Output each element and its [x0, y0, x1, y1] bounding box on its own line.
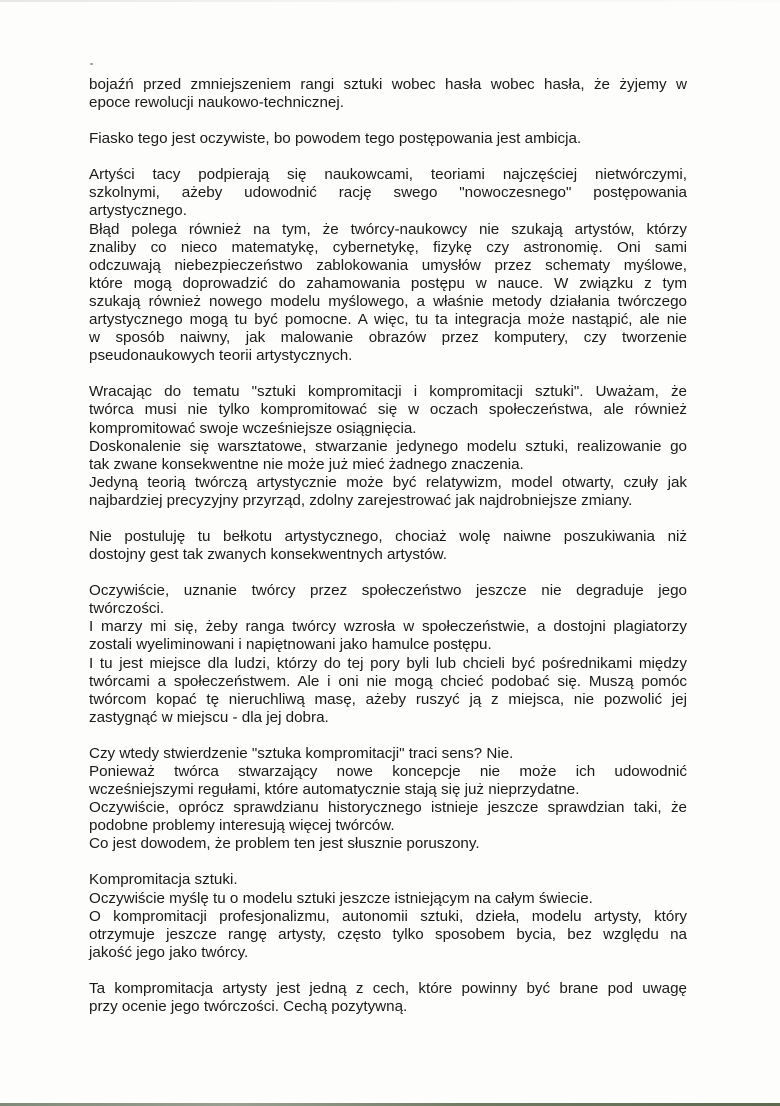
text-line: kompromitować swoje wcześniejsze osiągnięcia. — [89, 419, 417, 437]
paragraph-6 — [89, 582, 687, 727]
text-line: I marzy mi się, żeby ranga twórcy wzrosła w społeczeństwie, a dostojni plagiatorzy — [89, 618, 687, 636]
text-line: Jedyną teorią twórczą artystycznie może być relatywizm, model otwarty, czuły jak — [89, 473, 687, 491]
text-line: Wracając do tematu "sztuki kompromitacji i kompromitacji sztuki". Uważam, że — [89, 383, 687, 401]
text-line: I tu jest miejsce dla ludzi, którzy do tej pory byli lub chcieli być pośrednikami między — [89, 654, 687, 672]
paragraph-3 — [89, 166, 687, 365]
document-page — [89, 76, 687, 1034]
paragraph-8 — [89, 871, 687, 961]
text-line: Nie postuluję tu bełkotu artystycznego, chociaż wolę naiwne poszukiwania niż — [89, 527, 687, 545]
paragraph-5 — [89, 528, 687, 564]
text-line: wcześniejszymi regułami, które automatycznie stają się już nieprzydatne. — [89, 781, 580, 799]
text-line: twórcom kopać tę nieruchliwą masę, ażeby ruszyć ją z miejsca, nie pozwolić jej — [89, 690, 687, 708]
paragraph-9 — [89, 980, 687, 1016]
text-line: Błąd polega również na tym, że twórcy-naukowcy nie szukają artystów, którzy — [89, 220, 687, 238]
paragraph-7 — [89, 745, 687, 854]
text-line: Doskonalenie się warsztatowe, stwarzanie jedynego modelu sztuki, realizowanie go — [89, 437, 687, 455]
text-line: Czy wtedy stwierdzenie "sztuka kompromitacji" traci sens? Nie. — [89, 744, 514, 762]
text-line: Oczywiście myślę tu o modelu sztuki jeszcze istniejącym na całym świecie. — [89, 889, 593, 907]
text-line: zastygnąć w miejscu - dla jej dobra. — [89, 708, 329, 726]
text-line: Ponieważ twórca stwarzający nowe koncepcje nie może ich udowodnić — [89, 763, 687, 780]
text-line: odczuwają niebezpieczeństwo zablokowania umysłów przez schematy myślowe, — [89, 256, 687, 274]
text-line: artystycznego. — [89, 202, 187, 220]
text-line: Oczywiście, uznanie twórcy przez społeczeństwo jeszcze nie degraduje jego — [89, 582, 687, 600]
text-line: Artyści tacy podpierają się naukowcami, teoriami najczęściej nietwórczymi, — [89, 166, 687, 184]
text-line: Ta kompromitacja artysty jest jedną z cech, które powinny być brane pod uwagę — [89, 979, 687, 997]
text-line: Kompromitacja sztuki. — [89, 871, 238, 889]
text-line: Co jest dowodem, że problem ten jest słusznie poruszony. — [89, 835, 480, 853]
paragraph-4 — [89, 383, 687, 510]
text-line: tak zwane konsekwentne nie może już mieć żadnego znaczenia. — [89, 455, 524, 473]
text-line: szkolnymi, ażeby udowodnić rację swego "nowoczesnego" postępowania — [89, 184, 687, 202]
scan-speck — [90, 63, 93, 65]
text-line: podobne problemy interesują więcej twórców. — [89, 817, 395, 835]
scan-top-edge — [0, 0, 780, 2]
text-line: w sposób naiwny, jak malowanie obrazów przez komputery, czy tworzenie — [89, 329, 687, 347]
text-line: artystycznego mogą tu być pomocne. A więc, tu ta integracja może nastąpić, ale nie — [89, 311, 687, 329]
text-line: twórca musi nie tylko kompromitować się w oczach społeczeństwa, ale również — [89, 401, 687, 419]
paragraph-2 — [89, 130, 687, 148]
text-line: szukają również nowego modelu myślowego, a właśnie metody działania twórczego — [89, 292, 687, 310]
text-line: Oczywiście, oprócz sprawdzianu historycznego istnieje jeszcze sprawdzian taki, że — [89, 799, 687, 817]
text-line: pseudonaukowych teorii artystycznych. — [89, 347, 353, 365]
paragraph-1 — [89, 76, 687, 112]
text-line: zostali wyeliminowani i napiętnowani jako hamulce postępu. — [89, 636, 492, 654]
text-line: które mogą doprowadzić do zahamowania postępu w nauce. W związku z tym — [89, 274, 687, 292]
text-line: Fiasko tego jest oczywiste, bo powodem tego postępowania jest ambicja. — [89, 130, 582, 148]
text-line: twórcami a społeczeństwem. Ale i oni nie mogą chcieć podobać się. Muszą pomóc — [89, 672, 687, 690]
text-line: przy ocenie jego twórczości. Cechą pozytywną. — [89, 998, 408, 1016]
text-line: otrzymuje jeszcze rangę artysty, często tylko sposobem bycia, bez względu na — [89, 925, 687, 943]
text-line: dostojny gest tak zwanych konsekwentnych artystów. — [89, 546, 447, 564]
text-line: twórczości. — [89, 600, 165, 618]
text-line: najbardziej precyzyjny przyrząd, zdolny zarejestrować jak najdrobniejsze zmiany. — [89, 491, 633, 509]
text-line: epoce rewolucji naukowo-technicznej. — [89, 94, 344, 112]
text-line: jakość jego jako twórcy. — [89, 943, 249, 961]
text-line: O kompromitacji profesjonalizmu, autonomii sztuki, dzieła, modelu artysty, który — [89, 907, 687, 925]
text-line: znaliby co nieco matematykę, cybernetykę, fizykę czy astronomię. Oni sami — [89, 238, 687, 256]
text-line: bojaźń przed zmniejszeniem rangi sztuki wobec hasła wobec hasła, że żyjemy w — [89, 76, 687, 93]
